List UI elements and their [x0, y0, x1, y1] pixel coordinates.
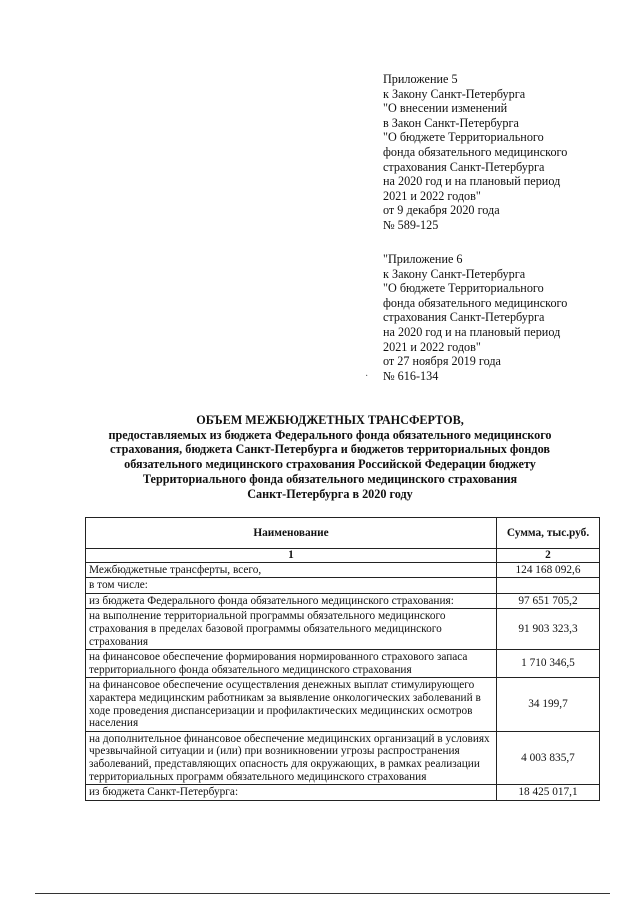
table-row: [86, 593, 600, 609]
row-name: из бюджета Санкт-Петербурга:: [86, 785, 497, 801]
appendix-line: № 589-125: [383, 217, 439, 232]
row-sum: [497, 578, 600, 594]
row-name: в том числе:: [86, 578, 497, 594]
row-sum: 18 425 017,1: [497, 785, 600, 801]
table-row: [86, 609, 600, 650]
appendix-line: "О бюджете Территориального: [383, 281, 544, 296]
column-number-row: [86, 549, 600, 563]
row-sum: 91 903 323,3: [497, 609, 600, 650]
title-line: обязательного медицинского страхования Российской Федерации бюджету: [124, 457, 536, 472]
appendix-line: к Закону Санкт-Петербурга: [383, 86, 526, 101]
table-row: [86, 678, 600, 731]
row-name: на дополнительное финансовое обеспечение медицинских организаций в условиях чрезвычайной ситуации и (или) при возникновении угрозы распространения заболеваний, представляющих опасность для окружающих, в рамках реализации территориальных программ обязательного медицинского страхования: [86, 731, 497, 784]
title-line: Территориального фонда обязательного медицинского страхования: [142, 471, 518, 486]
row-sum: 124 168 092,6: [497, 562, 600, 578]
table-row: [86, 785, 600, 801]
header-sum: Сумма, тыс.руб.: [497, 518, 600, 549]
header-name: Наименование: [86, 518, 497, 549]
row-name: на финансовое обеспечение формирования нормированного страхового запаса территориального фонда обязательного медицинского страхования: [86, 650, 497, 678]
row-sum: 1 710 346,5: [497, 650, 600, 678]
appendix-line: на 2020 год и на плановый период: [383, 174, 561, 189]
scan-mark: ·: [365, 371, 369, 382]
appendix-line: фонда обязательного медицинского: [383, 295, 568, 310]
appendix-line: на 2020 год и на плановый период: [383, 324, 561, 339]
document-title: [60, 413, 600, 501]
appendix-line: 2021 и 2022 годов": [383, 188, 481, 203]
table-row: [86, 731, 600, 784]
appendix-original-header: [383, 252, 567, 383]
appendix-line: страхования Санкт-Петербурга: [383, 159, 545, 174]
appendix-line: "О бюджете Территориального: [383, 130, 544, 145]
appendix-line: в Закон Санкт-Петербурга: [383, 115, 519, 130]
appendix-line: 2021 и 2022 годов": [383, 339, 481, 354]
table-row: [86, 562, 600, 578]
transfers-table: [85, 517, 600, 801]
appendix-line: от 9 декабря 2020 года: [383, 203, 500, 218]
row-name: на выполнение территориальной программы обязательного медицинского страхования в пределах базовой программы обязательного медицинского страхования: [86, 609, 497, 650]
row-sum: 4 003 835,7: [497, 731, 600, 784]
row-name: из бюджета Федерального фонда обязательного медицинского страхования:: [86, 593, 497, 609]
column-number-name: 1: [86, 549, 497, 563]
table-header-row: [86, 518, 600, 549]
footer-divider: [35, 893, 610, 894]
appendix-line: от 27 ноября 2019 года: [383, 354, 501, 369]
appendix-line: страхования Санкт-Петербурга: [383, 310, 545, 325]
row-name: Межбюджетные трансферты, всего,: [86, 562, 497, 578]
title-line: предоставляемых из бюджета Федерального фонда обязательного медицинского: [108, 427, 552, 442]
appendix-line: "Приложение 6: [383, 252, 463, 266]
appendix-line: "О внесении изменений: [383, 101, 508, 116]
title-line: страхования, бюджета Санкт-Петербурга и бюджетов территориальных фондов: [110, 442, 550, 457]
column-number-sum: 2: [497, 549, 600, 563]
row-sum: 34 199,7: [497, 678, 600, 731]
title-line: Санкт-Петербурга в 2020 году: [247, 486, 413, 501]
appendix-line: № 616-134: [383, 368, 439, 383]
row-name: на финансовое обеспечение осуществления денежных выплат стимулирующего характера медицинским работникам за выявление онкологических заболеваний в ходе проведения диспансеризации и профилактических медицинских осмотров населения: [86, 678, 497, 731]
table-row: [86, 650, 600, 678]
appendix-line: фонда обязательного медицинского: [383, 144, 568, 159]
appendix-line: к Закону Санкт-Петербурга: [383, 266, 526, 281]
appendix-current-header: [383, 72, 567, 233]
row-sum: 97 651 705,2: [497, 593, 600, 609]
table-row: [86, 578, 600, 594]
title-line: ОБЪЕМ МЕЖБЮДЖЕТНЫХ ТРАНСФЕРТОВ,: [196, 413, 464, 427]
appendix-line: Приложение 5: [383, 72, 458, 86]
